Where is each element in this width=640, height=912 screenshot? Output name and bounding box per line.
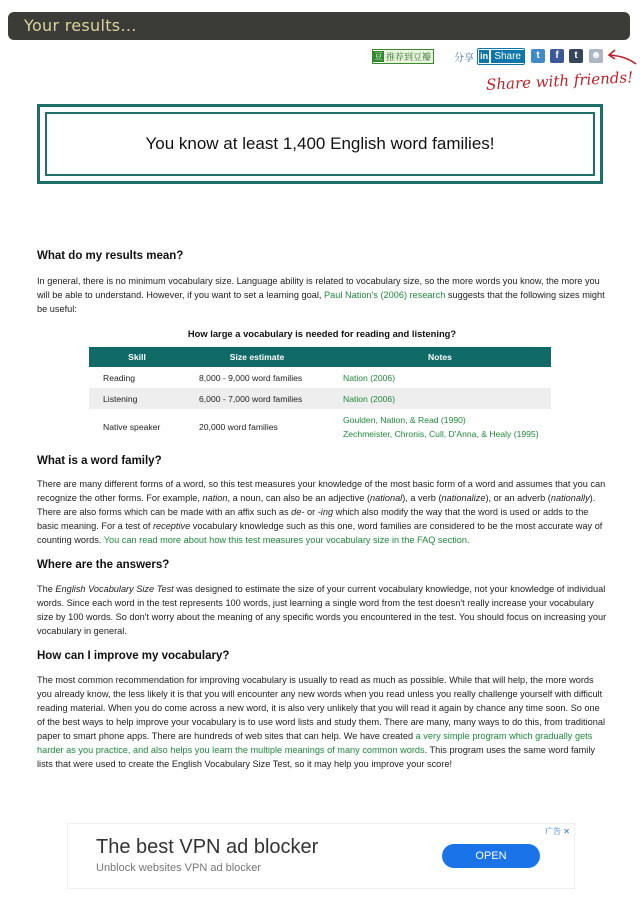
douban-share-label: 推荐到豆瓣 (386, 52, 432, 62)
table-row (89, 367, 551, 388)
table-header-notes: Notes (329, 347, 551, 367)
paragraph-word-family (37, 477, 607, 547)
heading-improve: How can I improve my vocabulary? (37, 650, 230, 662)
table-caption: How large a vocabulary is needed for reading and listening? (187, 328, 457, 339)
citation-link[interactable]: Zechmeister, Chronis, Cull, D'Anna, & Healy (1995) (343, 429, 539, 439)
table-cell-skill: Reading (103, 372, 136, 383)
faq-link[interactable]: You can read more about how this test measures your vocabulary size in the FAQ section. (103, 535, 470, 545)
result-box-inner (45, 112, 595, 176)
facebook-icon[interactable]: f (550, 49, 564, 63)
paragraph-results-meaning (37, 274, 607, 316)
heading-results-meaning: What do my results mean? (37, 250, 184, 262)
result-message: You know at least 1,400 English word families! (145, 134, 495, 153)
table-header-skill: Skill (89, 347, 185, 367)
text-segment: There are many different forms of a word, so this test measures your knowledge of the most basic form of a word and assumes that you can recognize the other forms. For example, (37, 479, 606, 503)
citation-link[interactable]: Nation (2006) (343, 393, 396, 404)
text-segment: , a noun, can also be an adjective ( (227, 493, 371, 503)
paul-nation-research-link[interactable]: Paul Nation's (2006) research (324, 290, 446, 300)
text-segment: In general, there is no minimum vocabulary size. Language ability is related to vocabulary size, so the more words you know, the more you will be able to understand. However, if you want to set a learning goal, (37, 276, 600, 300)
table-header-row (89, 347, 551, 367)
text-segment: which also modify the way that the word is used or adds to the basic meaning. For a test of (37, 507, 589, 531)
text-segment: nation (202, 493, 228, 503)
table-cell-skill: Listening (89, 388, 185, 409)
text-segment: suggests that the following sizes might be useful: (37, 290, 605, 314)
heading-word-family: What is a word family? (37, 455, 162, 467)
text-segment: was designed to estimate the size of your current vocabulary knowledge, not your knowledge of individual words. Since each word in the test represents 100 words, just learning a single word from the test doesn't really increase your vocabulary size by 100 words. So don't worry about the meaning of any specific words you encountered in the test. You should focus on increasing your vocabulary in general. (37, 584, 607, 636)
ad-close-icon[interactable]: 广告 ✕ (545, 827, 570, 836)
vpn-ad-banner[interactable] (67, 823, 575, 889)
table-cell-notes (329, 367, 551, 388)
ad-open-button[interactable]: OPEN (442, 844, 540, 868)
linkedin-share-button[interactable] (477, 48, 525, 65)
results-header-bar (8, 12, 630, 40)
paragraph-improve (37, 673, 607, 771)
text-segment: receptive (152, 521, 191, 531)
table-cell-notes (329, 409, 551, 445)
text-segment: -ing (317, 507, 334, 517)
reddit-icon[interactable]: ☻ (590, 50, 602, 61)
result-box (37, 104, 603, 184)
citation-link[interactable]: Goulden, Nation, & Read (1990) (343, 415, 466, 425)
douban-icon: 豆 (374, 52, 383, 61)
text-segment: de- (291, 507, 305, 517)
table-cell-size: 20,000 word families (199, 422, 278, 432)
linkedin-share-label: Share (491, 50, 524, 63)
twitter-icon[interactable]: t (531, 49, 545, 63)
text-segment: nationally (550, 493, 590, 503)
text-segment: or (307, 507, 316, 517)
text-segment: English Vocabulary Size Test (55, 584, 174, 594)
table-row (89, 409, 551, 445)
text-segment: nationalize (441, 493, 486, 503)
table-cell-notes (329, 388, 551, 409)
vocabulary-size-table (89, 347, 551, 445)
results-content (37, 250, 607, 771)
text-segment: ). There are also forms which can be made with an affix such as (37, 493, 596, 517)
linkedin-icon: in (480, 51, 489, 61)
text-segment: vocabulary knowledge such as this one, word families are considered to be the most accurate way of counting words. (37, 521, 603, 545)
douban-share-button[interactable] (372, 49, 434, 64)
table-cell-skill: Native speaker (103, 422, 161, 432)
text-segment: ), or an adverb ( (485, 493, 551, 503)
citation-link[interactable]: Nation (2006) (343, 372, 396, 383)
text-segment: The most common recommendation for improving vocabulary is usually to read as much as possible. While that will help, the more words you already know, the less likely it is that you will encounter any new words when you read unless you really challenge yourself with difficult reading material. When you do come across a new word, it is also very unlikely that you will read it again by chance any time soon. So one of the best ways to help improve your vocabulary is to use word lists and study them. There are many, many ways to do this, from traditional paper to smart phone apps. There are hundreds of web sites that can help. We have created (37, 675, 606, 741)
ad-subline: Unblock websites VPN ad blocker (96, 862, 262, 874)
paragraph-answers (37, 582, 607, 638)
ad-headline: The best VPN ad blocker (96, 836, 319, 858)
text-segment: . This program uses the same word family lists that were used to create the English Vocabulary Size Test, so it may help you improve your score! (37, 745, 595, 769)
table-cell-size: 6,000 - 7,000 word families (185, 388, 329, 409)
text-segment: national (370, 493, 403, 503)
table-row (89, 388, 551, 409)
heading-answers: Where are the answers? (37, 559, 170, 571)
table-header-size: Size estimate (185, 347, 329, 367)
text-segment: The (37, 584, 53, 594)
table-cell-size: 8,000 - 9,000 word families (199, 372, 303, 383)
text-segment: ), a verb ( (402, 493, 442, 503)
handwritten-note: Share with friends! (485, 68, 634, 94)
tumblr-icon[interactable]: t (569, 49, 583, 63)
share-label: 分享 (454, 53, 474, 64)
page-title: Your results... (24, 16, 137, 35)
vocabulary-program-link[interactable]: a very simple program which gradually gets harder as you practice, and also helps you learn the multiple meanings of many common words (37, 731, 593, 755)
